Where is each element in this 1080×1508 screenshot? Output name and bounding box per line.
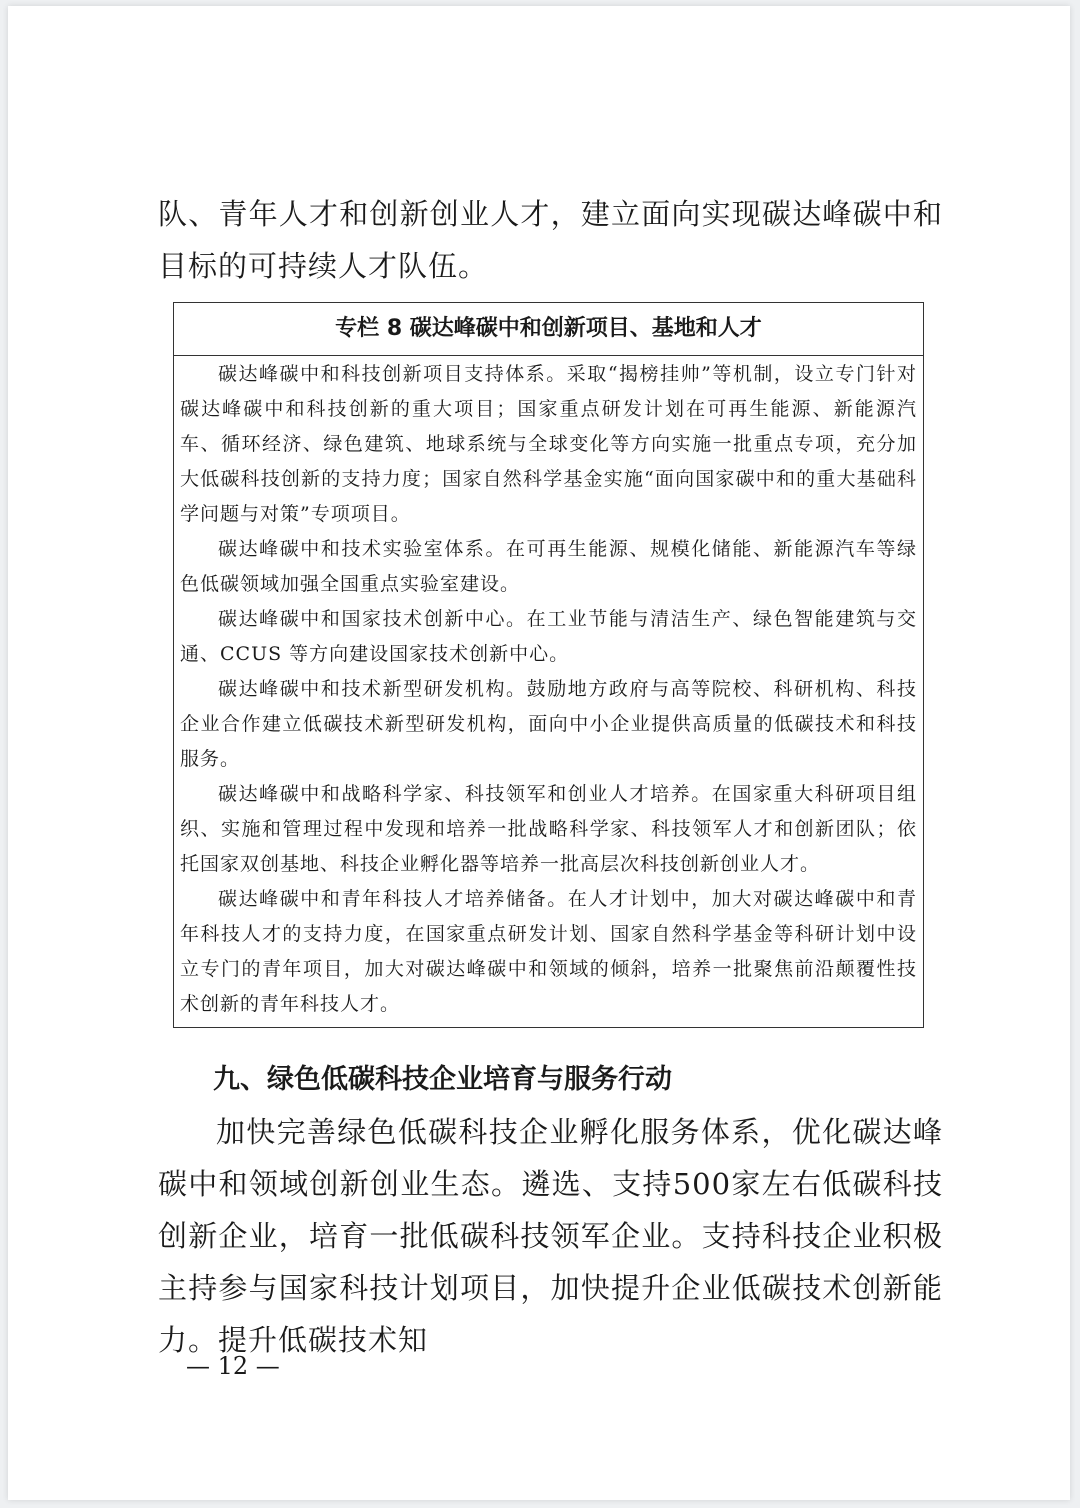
column-box-body [174, 356, 923, 1022]
column-box-title: 专栏 8 碳达峰碳中和创新项目、基地和人才 [174, 303, 923, 356]
column-box-paragraph: 碳达峰碳中和国家技术创新中心。在工业节能与清洁生产、绿色智能建筑与交通、CCUS 等方向建设国家技术创新中心。 [180, 608, 917, 665]
column-box-paragraph: 碳达峰碳中和技术实验室体系。在可再生能源、规模化储能、新能源汽车等绿色低碳领域加强全国重点实验室建设。 [180, 538, 917, 595]
column-box-paragraph: 碳达峰碳中和青年科技人才培养储备。在人才计划中，加大对碳达峰碳中和青年科技人才的支持力度，在国家重点研发计划、国家自然科学基金等科研计划中设立专门的青年项目，加大对碳达峰碳中和领域的倾斜，培养一批聚焦前沿颠覆性技术创新的青年科技人才。 [180, 888, 917, 1015]
column-box-paragraph: 碳达峰碳中和战略科学家、科技领军和创业人才培养。在国家重大科研项目组织、实施和管理过程中发现和培养一批战略科学家、科技领军人才和创新团队；依托国家双创基地、科技企业孵化器等培养一批高层次科技创新创业人才。 [180, 783, 917, 875]
document-page [8, 6, 1070, 1500]
column-box-paragraph: 碳达峰碳中和技术新型研发机构。鼓励地方政府与高等院校、科研机构、科技企业合作建立低碳技术新型研发机构，面向中小企业提供高质量的低碳技术和科技服务。 [180, 678, 917, 770]
section-heading: 九、绿色低碳科技企业培育与服务行动 [213, 1064, 672, 1095]
page-number: — 12 — [186, 1352, 280, 1380]
top-paragraph: 队、青年人才和创新创业人才，建立面向实现碳达峰碳中和目标的可持续人才队伍。 [158, 197, 943, 283]
column-box-paragraph: 碳达峰碳中和科技创新项目支持体系。采取“揭榜挂帅”等机制，设立专门针对碳达峰碳中和科技创新的重大项目；国家重点研发计划在可再生能源、新能源汽车、循环经济、绿色建筑、地球系统与全球变化等方向实施一批重点专项，充分加大低碳科技创新的支持力度；国家自然科学基金实施“面向国家碳中和的重大基础科学问题与对策”专项项目。 [180, 363, 917, 525]
section-paragraph: 加快完善绿色低碳科技企业孵化服务体系，优化碳达峰碳中和领域创新创业生态。遴选、支持500家左右低碳科技创新企业，培育一批低碳科技领军企业。支持科技企业积极主持参与国家科技计划项目，加快提升企业低碳技术创新能力。提升低碳技术知 [158, 1115, 943, 1357]
column-box [173, 302, 924, 1028]
